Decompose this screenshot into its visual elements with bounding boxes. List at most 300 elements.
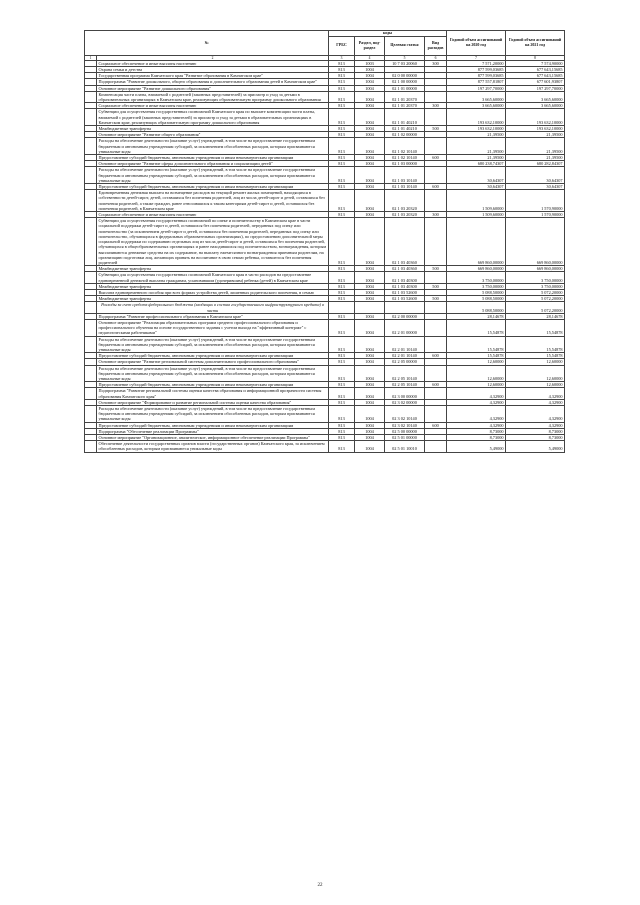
table-row: [85, 405, 565, 422]
row-amount-2020: 3 750,00000: [447, 283, 506, 289]
row-target-article: 02 5 00 00000: [385, 428, 425, 434]
header-number: №: [85, 31, 329, 56]
row-name: Расходы на обеспечение деятельности (оказание услуг) учреждений, в том числе на предоставление государственным бюджетным и автономным учреждениям субсидий, за исключением обособленных расходов, которым присваиваются уникальные коды: [97, 365, 329, 382]
row-razdel: 1004: [355, 73, 385, 79]
row-amount-2020: 8,73000: [447, 428, 506, 434]
row-grbs: 813: [329, 359, 355, 365]
row-target-article: 02 3 02 10140: [385, 422, 425, 428]
row-grbs: 813: [329, 184, 355, 190]
column-number-cell: 1: [85, 55, 97, 60]
row-razdel: 1004: [355, 91, 385, 102]
header-razdel: Раздел, под- раздел: [355, 36, 385, 55]
column-number-cell: 7: [447, 55, 506, 60]
row-grbs: 813: [329, 161, 355, 167]
row-razdel: 1004: [355, 399, 385, 405]
table-row: [85, 190, 565, 212]
row-expense-type: 300: [425, 60, 447, 66]
row-amount-2020: 8,73000: [447, 435, 506, 441]
row-name: Предоставление субсидий бюджетным, автономным учреждениям и иным некоммерческим организациям: [97, 422, 329, 428]
row-number-cell: [85, 218, 97, 266]
row-target-article: 02 1 01 40210: [385, 126, 425, 132]
row-target-article: 02 0 00 00000: [385, 73, 425, 79]
row-target-article: 02 2 05 10140: [385, 382, 425, 388]
row-target-article: 02 1 03 40300: [385, 283, 425, 289]
row-expense-type: [425, 138, 447, 155]
header-codes: коды: [329, 31, 447, 37]
row-amount-2021: 28,14678: [506, 313, 565, 319]
row-razdel: 1003: [355, 60, 385, 66]
row-grbs: 813: [329, 103, 355, 109]
row-amount-2020: 193 632,10000: [447, 126, 506, 132]
row-razdel: 1004: [355, 190, 385, 212]
row-expense-type: 500: [425, 296, 447, 302]
row-name: Расходы за счет средств федерального бюджета (входящих в состав государственного инфраструктурного кредита) в части: [97, 302, 329, 313]
row-razdel: 1004: [355, 359, 385, 365]
row-grbs: 813: [329, 441, 355, 452]
row-target-article: 02 1 03 10140: [385, 184, 425, 190]
row-razdel: 1004: [355, 132, 385, 138]
row-amount-2020: 12,60000: [447, 365, 506, 382]
row-name: Подпрограмма "Развитие дошкольного, общего образования и дополнительного образования детей в Камчатском крае": [97, 79, 329, 85]
table-row: [85, 388, 565, 399]
row-target-article: 02 2 00 00000: [385, 313, 425, 319]
row-expense-type: [425, 302, 447, 313]
row-razdel: 1004: [355, 353, 385, 359]
row-number-cell: [85, 336, 97, 353]
row-amount-2021: 5 072,20000: [506, 302, 565, 313]
row-razdel: 1004: [355, 167, 385, 184]
table-row: [85, 272, 565, 283]
row-grbs: 813: [329, 422, 355, 428]
row-expense-type: [425, 388, 447, 399]
row-name: Предоставление субсидий бюджетным, автономным учреждениям и иным некоммерческим организациям: [97, 155, 329, 161]
row-expense-type: [425, 441, 447, 452]
row-name: Государственная программа Камчатского края "Развитие образования в Камчатском крае": [97, 73, 329, 79]
row-target-article: 02 1 03 20320: [385, 190, 425, 212]
row-razdel: 1004: [355, 428, 385, 434]
row-amount-2020: 669 860,00000: [447, 266, 506, 272]
row-razdel: 1004: [355, 126, 385, 132]
row-amount-2021: 3 665,60000: [506, 103, 565, 109]
row-amount-2021: 21,39500: [506, 138, 565, 155]
row-grbs: 813: [329, 382, 355, 388]
row-razdel: 1004: [355, 218, 385, 266]
row-grbs: 813: [329, 319, 355, 336]
row-razdel: 1004: [355, 266, 385, 272]
row-amount-2020: 3 750,00000: [447, 272, 506, 283]
row-razdel: 1004: [355, 67, 385, 73]
row-grbs: 813: [329, 289, 355, 295]
row-grbs: 813: [329, 399, 355, 405]
row-amount-2021: 677 601,93807: [506, 79, 565, 85]
row-target-article: 02 1 01 40210: [385, 109, 425, 126]
row-number-cell: [85, 441, 97, 452]
table-row: [85, 109, 565, 126]
row-name: Основное мероприятие "Развитие общего образования": [97, 132, 329, 138]
row-target-article: 02 3 02 10140: [385, 405, 425, 422]
row-name: Субвенции для осуществления государственных полномочий по опеке и попечительству в Камчатском крае в части социальной поддержки детей-сирот и детей, оставшихся без попечения родителей, переданных под опеку или попечительство (за исключением детей-сирот и детей, оставшихся без попечения родителей, переданных под опеку или попечительство, обучающихся в федеральных образовательных организациях), по предоставлению дополнительной меры социальной поддержки по содержанию отдельных лиц из числа детей-сирот и детей, оставшихся без попечения родителей, обучающихся в общеобразовательных организациях и ранее находившихся под попечительством, вознаграждения, которым выплачиваются денежные средства на их содержание, на выплату ежемесячного вознаграждения приемным родителям, на организацию подготовки лиц, желающих принять на воспитание в свою семью ребенка, оставшегося без попечения родителей: [97, 218, 329, 266]
row-name: Единовременная денежная выплата на возмещение расходов на текущий ремонт жилых помещений, находящихся в собственности детей-сирот, детей, оставшихся без попечения родителей, лиц из числа детей-сирот и детей, оставшихся без попечения родителей, а также граждан, ранее относившихся к таким категориям детей-сирот и детей, оставшихся без попечения родителей, в Камчатском крае: [97, 190, 329, 212]
row-target-article: 02 2 05 10140: [385, 365, 425, 382]
row-amount-2020: 5 088,50000: [447, 302, 506, 313]
row-amount-2021: 669 860,00000: [506, 266, 565, 272]
table-row: [85, 91, 565, 102]
row-expense-type: 600: [425, 184, 447, 190]
row-grbs: 813: [329, 126, 355, 132]
row-razdel: 1004: [355, 138, 385, 155]
row-name: Межбюджетные трансферты: [97, 283, 329, 289]
row-name: Основное мероприятие "Реализация образовательных программ среднего профессионального образования и профессионального обучения на основе государственного задания с учетом выхода на "эффективный контракт" с педагогическими работниками": [97, 319, 329, 336]
row-grbs: 813: [329, 388, 355, 399]
row-target-article: 02 5 01 10010: [385, 441, 425, 452]
row-target-article: 02 2 01 10140: [385, 336, 425, 353]
row-target-article: 02 1 01 00000: [385, 85, 425, 91]
row-amount-2021: 1 570,90000: [506, 212, 565, 218]
row-target-article: 02 1 02 10140: [385, 155, 425, 161]
row-target-article: 02 1 00 00000: [385, 79, 425, 85]
row-expense-type: [425, 91, 447, 102]
row-razdel: 1004: [355, 155, 385, 161]
table-header: [85, 31, 565, 61]
row-target-article: [385, 302, 425, 313]
row-amount-2021: 4,32900: [506, 405, 565, 422]
row-amount-2021: 4,32900: [506, 399, 565, 405]
row-amount-2020: 21,39500: [447, 138, 506, 155]
row-target-article: 10 7 03 20060: [385, 60, 425, 66]
row-expense-type: 600: [425, 422, 447, 428]
table-row: [85, 365, 565, 382]
row-number-cell: [85, 190, 97, 212]
row-grbs: 813: [329, 435, 355, 441]
row-amount-2021: 12,60000: [506, 382, 565, 388]
row-expense-type: 500: [425, 283, 447, 289]
row-grbs: 813: [329, 60, 355, 66]
row-number-cell: [85, 405, 97, 422]
row-name: Расходы на обеспечение деятельности (оказание услуг) учреждений, в том числе на предоставление государственным бюджетным и автономным учреждениям субсидий, за исключением обособленных расходов, которым присваиваются уникальные коды: [97, 405, 329, 422]
row-expense-type: 600: [425, 353, 447, 359]
row-number-cell: [85, 91, 97, 102]
row-razdel: 1004: [355, 109, 385, 126]
row-amount-2021: 3 665,60000: [506, 91, 565, 102]
column-number-cell: 8: [506, 55, 565, 60]
row-grbs: [329, 302, 355, 313]
row-target-article: 02 2 01 00000: [385, 319, 425, 336]
row-number-cell: [85, 138, 97, 155]
row-grbs: 813: [329, 212, 355, 218]
row-target-article: 02 1 03 40360: [385, 218, 425, 266]
row-target-article: 02 1 03 10140: [385, 167, 425, 184]
row-grbs: 813: [329, 67, 355, 73]
row-amount-2021: 677 643,15685: [506, 67, 565, 73]
row-razdel: 1004: [355, 382, 385, 388]
row-amount-2021: 5 072,20000: [506, 289, 565, 295]
row-amount-2020: 669 860,00000: [447, 218, 506, 266]
row-expense-type: [425, 272, 447, 283]
header-grbs: ГРБС: [329, 36, 355, 55]
column-number-cell: 5: [385, 55, 425, 60]
header-target-article: Целевая статья: [385, 36, 425, 55]
row-number-cell: [85, 388, 97, 399]
row-razdel: [355, 302, 385, 313]
row-amount-2020: 30,64307: [447, 184, 506, 190]
row-amount-2020: 5 088,50000: [447, 289, 506, 295]
column-number-cell: 2: [97, 55, 329, 60]
table-body: [85, 60, 565, 452]
row-grbs: 813: [329, 138, 355, 155]
row-name: Охрана семьи и детства: [97, 67, 329, 73]
row-target-article: 02 1 03 40300: [385, 272, 425, 283]
row-expense-type: 300: [425, 212, 447, 218]
row-number-cell: [85, 365, 97, 382]
row-name: Выплата единовременного пособия при всех формах устройства детей, лишенных родительского попечения, в семью: [97, 289, 329, 295]
row-amount-2020: 3 665,60000: [447, 91, 506, 102]
table-row: [85, 336, 565, 353]
row-expense-type: [425, 336, 447, 353]
row-expense-type: 500: [425, 266, 447, 272]
row-name: Предоставление субсидий бюджетным, автономным учреждениям и иным некоммерческим организациям: [97, 184, 329, 190]
row-amount-2021: 12,60000: [506, 359, 565, 365]
row-grbs: 813: [329, 91, 355, 102]
row-amount-2020: 877 599,03685: [447, 73, 506, 79]
row-number-cell: [85, 302, 97, 313]
row-expense-type: [425, 190, 447, 212]
row-grbs: 813: [329, 132, 355, 138]
header-expense-type: Вид расходов: [425, 36, 447, 55]
row-target-article: 02 5 01 00000: [385, 435, 425, 441]
row-amount-2020: 15,54878: [447, 319, 506, 336]
row-amount-2020: 4,32900: [447, 422, 506, 428]
row-name: Субвенции для осуществления государственных полномочий Камчатского края по выплате компенсации части платы, взимаемой с родителей (законных представителей) за присмотр и уход за детьми в образовательных организациях в Камчатском крае, реализующих образовательную программу дошкольного образования: [97, 109, 329, 126]
row-amount-2020: 28,14678: [447, 313, 506, 319]
row-razdel: 1004: [355, 184, 385, 190]
row-amount-2020: 1 509,60000: [447, 212, 506, 218]
row-razdel: 1004: [355, 289, 385, 295]
row-amount-2021: 197 297,70000: [506, 85, 565, 91]
row-name: Расходы на обеспечение деятельности (оказание услуг) учреждений, в том числе на предоставление государственным бюджетным и автономным учреждениям субсидий, за исключением обособленных расходов, которым присваиваются уникальные коды: [97, 336, 329, 353]
row-amount-2021: 1 570,90000: [506, 190, 565, 212]
row-amount-2021: 15,54878: [506, 319, 565, 336]
row-name: Основное мероприятие "Формирование и развитие региональной системы оценки качества образования": [97, 399, 329, 405]
row-target-article: 02 1 03 52600: [385, 289, 425, 295]
row-amount-2021: 12,60000: [506, 365, 565, 382]
row-name: Основное мероприятие "Развитие сферы дополнительного образования и социализации детей": [97, 161, 329, 167]
row-amount-2021: 8,73000: [506, 428, 565, 434]
row-amount-2020: 5,49000: [447, 441, 506, 452]
row-expense-type: 500: [425, 126, 447, 132]
row-number-cell: [85, 109, 97, 126]
row-amount-2020: 21,39500: [447, 132, 506, 138]
row-razdel: 1004: [355, 212, 385, 218]
row-amount-2021: 4,32900: [506, 422, 565, 428]
row-number-cell: [85, 319, 97, 336]
row-target-article: 02 1 03 52600: [385, 296, 425, 302]
row-amount-2021: 7 574,90000: [506, 60, 565, 66]
row-amount-2021: 3 750,00000: [506, 283, 565, 289]
row-name: Основное мероприятие "Развитие дошкольного образования": [97, 85, 329, 91]
row-amount-2020: 3 665,60000: [447, 103, 506, 109]
row-grbs: 813: [329, 365, 355, 382]
row-expense-type: [425, 319, 447, 336]
row-target-article: 02 2 01 10140: [385, 353, 425, 359]
page-number: 22: [317, 883, 323, 888]
row-expense-type: 600: [425, 382, 447, 388]
row-name: Подпрограмма "Развитие профессионального образования в Камчатском крае": [97, 313, 329, 319]
row-razdel: 1004: [355, 283, 385, 289]
row-name: Предоставление субсидий бюджетным, автономным учреждениям и иным некоммерческим организациям: [97, 382, 329, 388]
row-expense-type: [425, 167, 447, 184]
row-grbs: 813: [329, 155, 355, 161]
row-name: Обеспечение деятельности государственных органов власти (государственных органов) Камчатского края, за исключением обособленных расходов, которым присваиваются уникальные коды: [97, 441, 329, 452]
row-razdel: 1004: [355, 405, 385, 422]
row-razdel: 1004: [355, 336, 385, 353]
row-name: Основное мероприятие "Развитие региональной системы дополнительного профессионального образования": [97, 359, 329, 365]
row-name: Расходы на обеспечение деятельности (оказание услуг) учреждений, в том числе на предоставление государственным бюджетным и автономным учреждениям субсидий, за исключением обособленных расходов, которым присваиваются уникальные коды: [97, 138, 329, 155]
row-amount-2021: 30,64307: [506, 167, 565, 184]
row-razdel: 1004: [355, 103, 385, 109]
row-name: Субвенции для осуществления государственных полномочий Камчатского края в части расходов на предоставление единовременной денежной выплаты гражданам, усыновившим (удочерившим) ребенка (детей) в Камчатском крае: [97, 272, 329, 283]
row-grbs: 813: [329, 405, 355, 422]
row-target-article: 02 1 03 00000: [385, 161, 425, 167]
row-expense-type: 600: [425, 155, 447, 161]
row-name: Подпрограмма "Развитие региональной системы оценки качества образования и информационной прозрачности системы образования Камчатского края": [97, 388, 329, 399]
row-grbs: 813: [329, 109, 355, 126]
row-amount-2020: 15,54878: [447, 336, 506, 353]
row-grbs: 813: [329, 190, 355, 212]
row-grbs: 813: [329, 218, 355, 266]
column-number-cell: 6: [425, 55, 447, 60]
row-name: Компенсация части платы, взимаемой с родителей (законных представителей) за присмотр и уход за детьми в образовательных организациях в Камчатском крае, реализующих образовательную программу дошкольного образования: [97, 91, 329, 102]
row-amount-2020: 4,32900: [447, 399, 506, 405]
row-razdel: 1004: [355, 85, 385, 91]
row-amount-2020: 15,54878: [447, 353, 506, 359]
row-name: Основное мероприятие "Организационное, аналитическое, информационное обеспечение реализации Программы": [97, 435, 329, 441]
row-amount-2021: 15,54878: [506, 353, 565, 359]
row-target-article: 02 3 00 00000: [385, 388, 425, 399]
row-expense-type: [425, 109, 447, 126]
row-razdel: 1004: [355, 365, 385, 382]
row-grbs: 813: [329, 167, 355, 184]
row-name: Межбюджетные трансферты: [97, 266, 329, 272]
row-amount-2020: 30,64307: [447, 167, 506, 184]
row-amount-2020: 1 509,60000: [447, 190, 506, 212]
row-number-cell: [85, 272, 97, 283]
row-expense-type: 300: [425, 103, 447, 109]
column-number-cell: 3: [329, 55, 355, 60]
row-target-article: 02 1 01 20370: [385, 91, 425, 102]
table-row: [85, 302, 565, 313]
row-grbs: 813: [329, 79, 355, 85]
row-amount-2020: 877 557,81807: [447, 79, 506, 85]
table-row: [85, 167, 565, 184]
row-grbs: 813: [329, 266, 355, 272]
row-amount-2021: 21,39500: [506, 155, 565, 161]
row-target-article: 02 2 05 00000: [385, 359, 425, 365]
row-razdel: 1004: [355, 319, 385, 336]
row-amount-2021: 5 072,20000: [506, 296, 565, 302]
row-expense-type: [425, 365, 447, 382]
row-amount-2020: 12,60000: [447, 382, 506, 388]
row-razdel: 1004: [355, 435, 385, 441]
row-amount-2021: 677 643,15685: [506, 73, 565, 79]
row-grbs: 813: [329, 283, 355, 289]
row-name: Социальное обеспечение и иные выплаты населению: [97, 212, 329, 218]
row-grbs: 813: [329, 85, 355, 91]
table-row: [85, 319, 565, 336]
row-grbs: 813: [329, 336, 355, 353]
table-row: [85, 218, 565, 266]
row-amount-2021: 193 632,10000: [506, 126, 565, 132]
header-amount-2020: Годовой объем ассигнований на 2020 год: [447, 31, 506, 56]
table-row: [85, 138, 565, 155]
row-amount-2020: 5 088,50000: [447, 296, 506, 302]
row-razdel: 1004: [355, 161, 385, 167]
row-razdel: 1004: [355, 313, 385, 319]
row-name: Социальное обеспечение и иные выплаты населению: [97, 103, 329, 109]
row-amount-2021: 15,54878: [506, 336, 565, 353]
row-grbs: 813: [329, 428, 355, 434]
row-razdel: 1004: [355, 296, 385, 302]
column-number-cell: 4: [355, 55, 385, 60]
row-amount-2021: 8,73000: [506, 435, 565, 441]
row-amount-2021: 4,32900: [506, 388, 565, 399]
row-amount-2021: 5,49000: [506, 441, 565, 452]
row-name: Расходы на обеспечение деятельности (оказание услуг) учреждений, в том числе на предоставление государственным бюджетным и автономным учреждениям субсидий, за исключением обособленных расходов, которым присваиваются уникальные коды: [97, 167, 329, 184]
row-amount-2020: 21,39500: [447, 155, 506, 161]
row-target-article: 02 1 02 00000: [385, 132, 425, 138]
row-amount-2021: 21,39500: [506, 132, 565, 138]
row-target-article: 02 1 02 10140: [385, 138, 425, 155]
header-amount-2021: Годовой объем ассигнований на 2021 год: [506, 31, 565, 56]
row-name: Социальное обеспечение и иные выплаты населению: [97, 60, 329, 66]
row-amount-2021: 669 860,00000: [506, 218, 565, 266]
table-row: [85, 441, 565, 452]
row-amount-2020: 12,60000: [447, 359, 506, 365]
row-name: Межбюджетные трансферты: [97, 126, 329, 132]
row-amount-2021: 193 632,10000: [506, 109, 565, 126]
row-amount-2020: 193 632,10000: [447, 109, 506, 126]
row-amount-2020: 4,32900: [447, 405, 506, 422]
row-expense-type: [425, 405, 447, 422]
row-grbs: 813: [329, 272, 355, 283]
row-grbs: 813: [329, 353, 355, 359]
row-grbs: 813: [329, 296, 355, 302]
row-grbs: 813: [329, 313, 355, 319]
row-expense-type: [425, 218, 447, 266]
row-name: Предоставление субсидий бюджетным, автономным учреждениям и иным некоммерческим организациям: [97, 353, 329, 359]
row-amount-2021: 680 282,84307: [506, 161, 565, 167]
row-amount-2020: 877 599,03685: [447, 67, 506, 73]
row-amount-2020: 197 297,70000: [447, 85, 506, 91]
row-grbs: 813: [329, 73, 355, 79]
row-target-article: 02 1 01 20370: [385, 103, 425, 109]
row-razdel: 1004: [355, 388, 385, 399]
row-razdel: 1004: [355, 441, 385, 452]
row-razdel: 1004: [355, 422, 385, 428]
row-number-cell: [85, 167, 97, 184]
row-target-article: 02 1 03 20320: [385, 212, 425, 218]
row-amount-2020: 680 238,74307: [447, 161, 506, 167]
row-name: Подпрограмма "Обеспечение реализации Программы": [97, 428, 329, 434]
row-razdel: 1004: [355, 79, 385, 85]
row-amount-2020: 4,32900: [447, 388, 506, 399]
row-amount-2021: 30,64307: [506, 184, 565, 190]
row-amount-2021: 3 750,00000: [506, 272, 565, 283]
row-razdel: 1004: [355, 272, 385, 283]
row-amount-2020: 7 571,20000: [447, 60, 506, 66]
budget-table: [84, 30, 565, 453]
row-target-article: 02 3 02 00000: [385, 399, 425, 405]
row-name: Межбюджетные трансферты: [97, 296, 329, 302]
